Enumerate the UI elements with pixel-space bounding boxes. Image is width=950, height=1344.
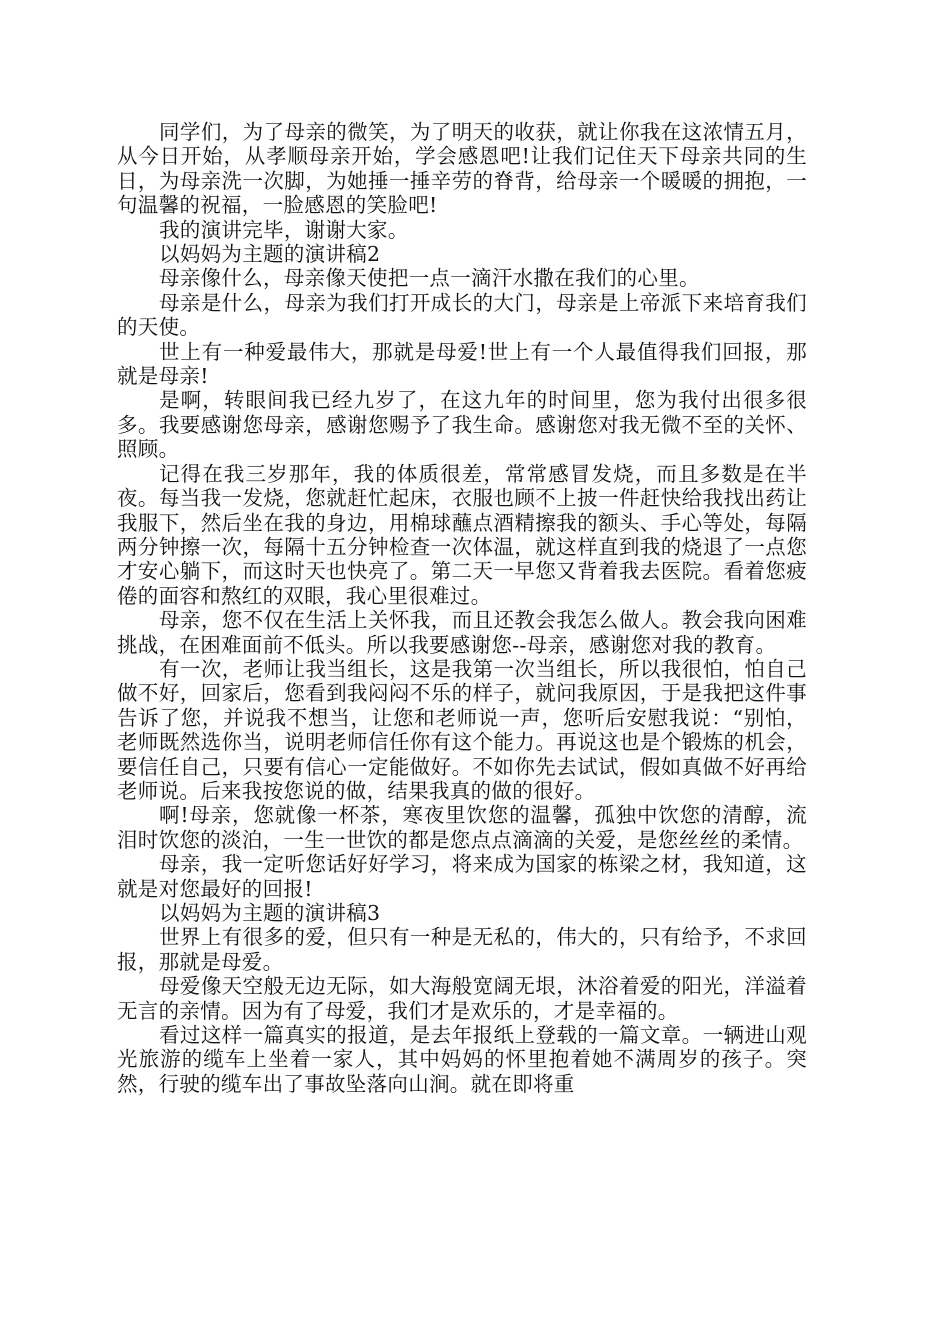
paragraph: 母亲是什么，母亲为我们打开成长的大门，母亲是上帝派下来培育我们的天使。 [117, 290, 807, 340]
paragraph: 母爱像天空般无边无际，如大海般宽阔无垠，沐浴着爱的阳光，洋溢着无言的亲情。因为有了母爱，我们才是欢乐的，才是幸福的。 [117, 974, 807, 1023]
paragraph-thanks: 我的演讲完毕，谢谢大家。 [159, 217, 409, 242]
paragraph: 世界上有很多的爱，但只有一种是无私的，伟大的，只有给予，不求回报，那就是母爱。 [117, 925, 807, 974]
paragraph: 母亲像什么，母亲像天使把一点一滴汗水撒在我们的心里。 [159, 266, 700, 291]
paragraph: 母亲，您不仅在生活上关怀我，而且还教会我怎么做人。教会我向困难挑战，在困难面前不低头。所以我要感谢您--母亲，感谢您对我的教育。 [117, 608, 807, 657]
paragraph: 母亲，我一定听您话好好学习，将来成为国家的栋梁之材，我知道，这就是对您最好的回报! [117, 852, 807, 901]
paragraph: 记得在我三岁那年，我的体质很差，常常感冒发烧，而且多数是在半夜。每当我一发烧，您就赶忙起床，衣服也顾不上披一件赶快给我找出药让我服下，然后坐在我的身边，用棉球蘸点酒精擦我的额头、手心等处，每隔两分钟擦一次，每隔十五分钟检查一次体温，就这样直到我的烧退了一点您才安心躺下，而这时天也快亮了。第二天一早您又背着我去医院。看着您疲倦的面容和熬红的双眼，我心里很难过。 [117, 461, 807, 608]
section-heading-speech-2: 以妈妈为主题的演讲稿2 [159, 242, 381, 267]
document-body [117, 120, 807, 1096]
section-heading-speech-3: 以妈妈为主题的演讲稿3 [159, 901, 381, 925]
paragraph: 有一次，老师让我当组长，这是我第一次当组长，所以我很怕，怕自己做不好，回家后，您看到我闷闷不乐的样子，就问我原因，于是我把这件事告诉了您，并说我不想当，让您和老师说一声，您听后安慰我说：“别怕，老师既然选你当，说明老师信任你有这个能力。再说这也是个锻炼的机会，要信任自己，只要有信心一定能做好。不如你先去试试，假如真做不好再给老师说。后来我按您说的做，结果我真的做的很好。 [117, 656, 807, 803]
paragraph-closing-appeal: 同学们，为了母亲的微笑，为了明天的收获，就让你我在这浓情五月，从今日开始，从孝顺母亲开始，学会感恩吧!让我们记住天下母亲共同的生日，为母亲洗一次脚，为她捶一捶辛劳的脊背，给母亲一个暖暖的拥抱，一句温馨的祝福，一脸感恩的笑脸吧! [117, 120, 807, 218]
paragraph: 看过这样一篇真实的报道，是去年报纸上登载的一篇文章。一辆进山观光旅游的缆车上坐着一家人，其中妈妈的怀里抱着她不满周岁的孩子。突然，行驶的缆车出了事故坠落向山涧。就在即将重 [117, 1023, 807, 1096]
paragraph: 啊!母亲，您就像一杯茶，寒夜里饮您的温馨，孤独中饮您的清醇，流泪时饮您的淡泊，一生一世饮的都是您点点滴滴的关爱，是您丝丝的柔情。 [117, 803, 807, 852]
paragraph: 世上有一种爱最伟大，那就是母爱!世上有一个人最值得我们回报，那就是母亲! [117, 339, 807, 389]
paragraph: 是啊，转眼间我已经九岁了，在这九年的时间里，您为我付出很多很多。我要感谢您母亲，感谢您赐予了我生命。感谢您对我无微不至的关怀、照顾。 [117, 388, 807, 462]
